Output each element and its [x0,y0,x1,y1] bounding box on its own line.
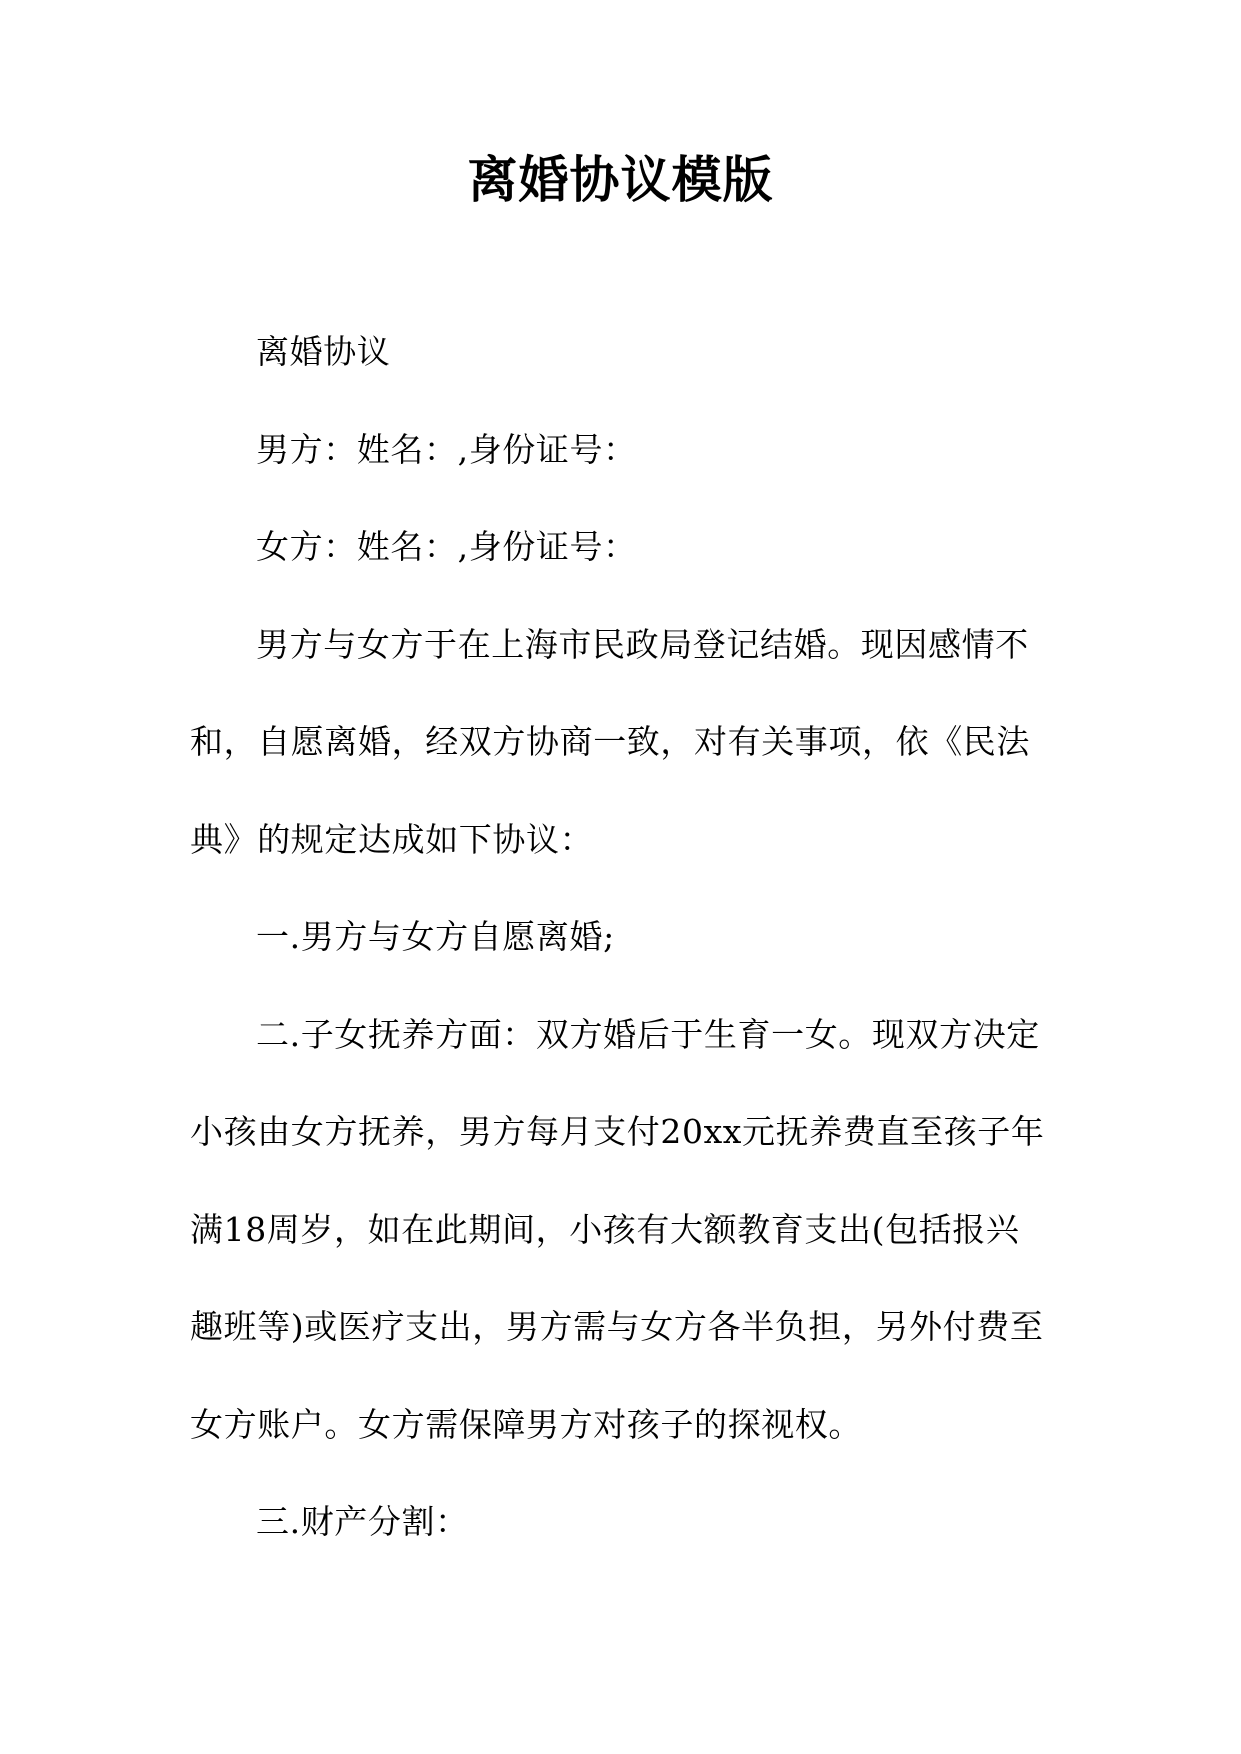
paragraph-heading: 离婚协议 [256,332,391,371]
paragraph-female-party: 女方：姓名：,身份证号： [256,527,637,566]
document-title: 离婚协议模版 [467,151,774,209]
paragraph-clause-1: 一.男方与女方自愿离婚; [256,917,615,956]
paragraph-clause-2: 二.子女抚养方面：双方婚后于生育一女。现双方决定小孩由女方抚养，男方每月支付20xx元抚养费直至孩子年满18周岁，如在此期间，小孩有大额教育支出(包括报兴趣班等)或医疗支出，男方需与女方各半负担，另外付费至女方账户。女方需保障男方对孩子的探视权。 [190,1014,1045,1444]
paragraph-male-party: 男方：姓名：,身份证号： [256,429,637,469]
document-body [190,303,1052,1571]
paragraph-clause-3: 三.财产分割： [256,1502,469,1541]
paragraph-preamble: 男方与女方于在上海市民政局登记结婚。现因感情不和，自愿离婚，经双方协商一致，对有关事项，依《民法典》的规定达成如下协议： [190,624,1030,859]
